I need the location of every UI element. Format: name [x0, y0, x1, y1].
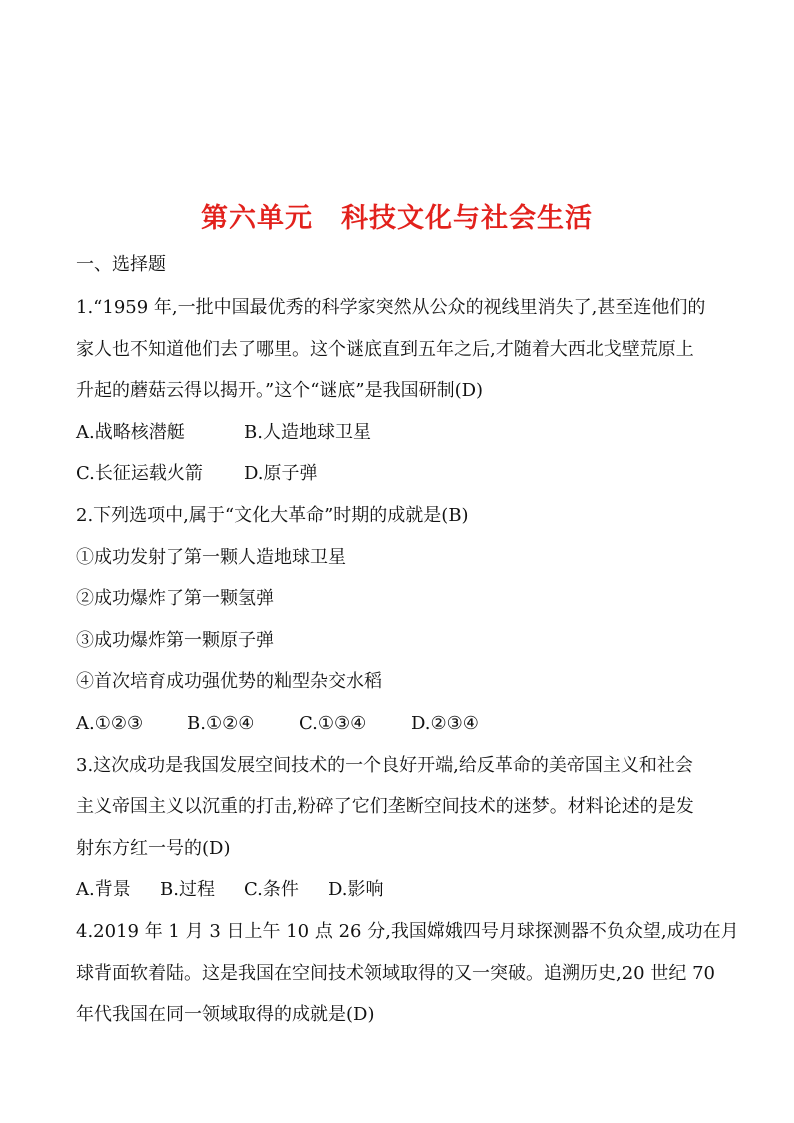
- question-3: [76, 745, 726, 911]
- option-b: B.①②④: [187, 712, 255, 734]
- option-a: A.战略核潜艇: [76, 421, 185, 443]
- statement-item: ③成功爆炸第一颗原子弹: [76, 629, 274, 651]
- question-4: [76, 911, 739, 1036]
- option-c: C.条件: [244, 879, 299, 901]
- option-c: C.长征运载火箭: [76, 463, 203, 485]
- page-title: 第六单元 科技文化与社会生活: [201, 203, 593, 234]
- statement-item: ①成功发射了第一颗人造地球卫星: [76, 546, 346, 568]
- question-text-line: 年代我国在同一领域取得的成就是(D): [76, 1004, 375, 1026]
- statement-item: ④首次培育成功强优势的籼型杂交水稻: [76, 671, 382, 693]
- options-row: [76, 703, 726, 745]
- option-d: D.原子弹: [244, 463, 318, 485]
- section-heading: 一、选择题: [76, 254, 166, 275]
- statement-item: ②成功爆炸了第一颗氢弹: [76, 588, 274, 610]
- option-a: A.①②③: [76, 712, 144, 734]
- option-d: D.影响: [328, 879, 384, 901]
- option-b: B.过程: [160, 879, 215, 901]
- question-text-line: 3.这次成功是我国发展空间技术的一个良好开端,给反革命的美帝国主义和社会: [76, 754, 693, 776]
- options-row: [76, 453, 726, 495]
- question-list: [76, 287, 739, 1036]
- question-text-line: 射东方红一号的(D): [76, 837, 231, 859]
- option-a: A.背景: [76, 879, 131, 901]
- question-text-line: 家人也不知道他们去了哪里。这个谜底直到五年之后,才随着大西北戈壁荒原上: [76, 338, 694, 360]
- question-1: [76, 287, 726, 495]
- option-c: C.①③④: [299, 712, 367, 734]
- question-text-line: 4.2019 年 1 月 3 日上午 10 点 26 分,我国嫦娥四号月球探测器不负众望,成功在月: [76, 920, 739, 942]
- question-text-line: 升起的蘑菇云得以揭开。”这个“谜底”是我国研制(D): [76, 380, 484, 402]
- option-d: D.②③④: [411, 712, 479, 734]
- question-text-line: 主义帝国主义以沉重的打击,粉碎了它们垄断空间技术的迷梦。材料论述的是发: [76, 796, 694, 818]
- question-text-line: 2.下列选项中,属于“文化大革命”时期的成就是(B): [76, 504, 469, 526]
- options-row: [76, 869, 726, 911]
- question-text-line: 1.“1959 年,一批中国最优秀的科学家突然从公众的视线里消失了,甚至连他们的: [76, 297, 706, 318]
- options-row: [76, 412, 726, 454]
- option-b: B.人造地球卫星: [244, 421, 371, 443]
- question-text-line: 球背面软着陆。这是我国在空间技术领域取得的又一突破。追溯历史,20 世纪 70: [76, 962, 715, 984]
- question-2: [76, 495, 726, 745]
